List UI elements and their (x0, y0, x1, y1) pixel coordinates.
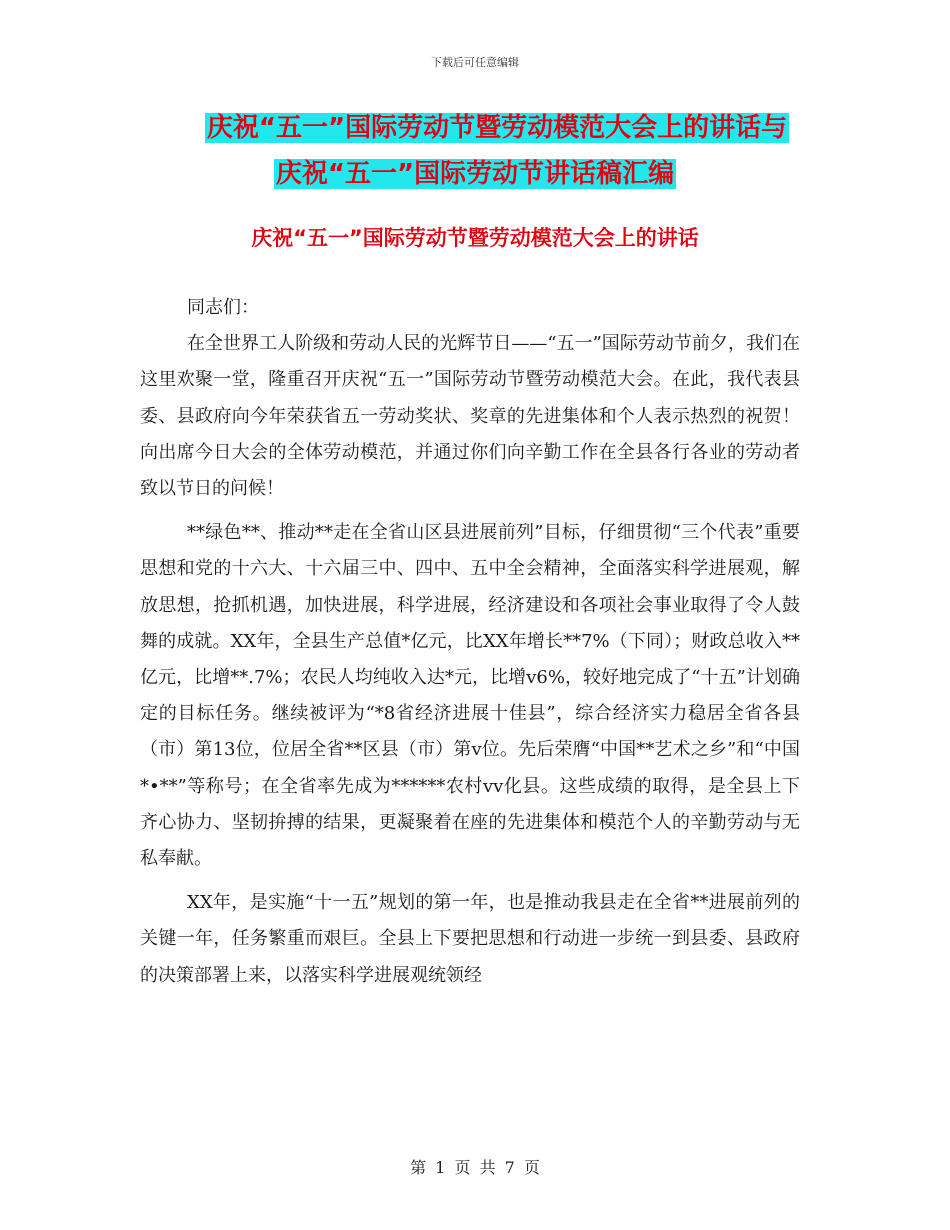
document-title-line-2 (0, 156, 950, 192)
page-number-footer: 第 1 页 共 7 页 (410, 1158, 540, 1177)
document-title-line-2-text: 庆祝“五一”国际劳动节讲话稿汇编 (275, 159, 675, 189)
document-body (140, 290, 800, 994)
body-paragraph: XX年，是实施“十一五”规划的第一年，也是推动我县走在全省**进展前列的关键一年，任务繁重而艰巨。全县上下要把思想和行动进一步统一到县委、县政府的决策部署上来，以落实科学进展观统领经 (140, 892, 800, 986)
body-paragraph: **绿色**、推动**走在全省山区县进展前列”目标，仔细贯彻“三个代表”重要思想和党的十六大、十六届三中、四中、五中全会精神，全面落实科学进展观，解放思想，抢抓机遇，加快进展，科学进展，经济建设和各项社会事业取得了令人鼓舞的成就。XX年，全县生产总值*亿元，比XX年增长**7%（下同）；财政总收入**亿元，比增**.7%；农民人均纯收入达*元，比增v6%，较好地完成了“十五”计划确定的目标任务。继续被评为“*8省经济进展十佳县”，综合经济实力稳居全省各县（市）第13位，位居全省**区县（市）第v位。先后荣膺“中国**艺术之乡”和“中国*•**”等称号；在全省率先成为******农村vv化县。这些成绩的取得，是全县上下齐心协力、坚韧拚搏的结果，更凝聚着在座的先进集体和模范个人的辛勤劳动与无私奉献。 (140, 522, 800, 870)
body-paragraph: 在全世界工人阶级和劳动人民的光辉节日——“五一”国际劳动节前夕，我们在这里欢聚一堂，隆重召开庆祝“五一”国际劳动节暨劳动模范大会。在此，我代表县委、县政府向今年荣获省五一劳动奖状、奖章的先进集体和个人表示热烈的祝贺！向出席今日大会的全体劳动模范，并通过你们向辛勤工作在全县各行各业的劳动者致以节日的问候！ (140, 333, 800, 500)
section-title: 庆祝“五一”国际劳动节暨劳动模范大会上的讲话 (251, 226, 699, 250)
document-title-line-1-text: 庆祝“五一”国际劳动节暨劳动模范大会上的讲话与 (206, 113, 788, 143)
salutation: 同志们： (187, 297, 259, 318)
document-title-line-1 (0, 110, 950, 146)
page-header-note: 下载后可任意编辑 (431, 56, 519, 69)
